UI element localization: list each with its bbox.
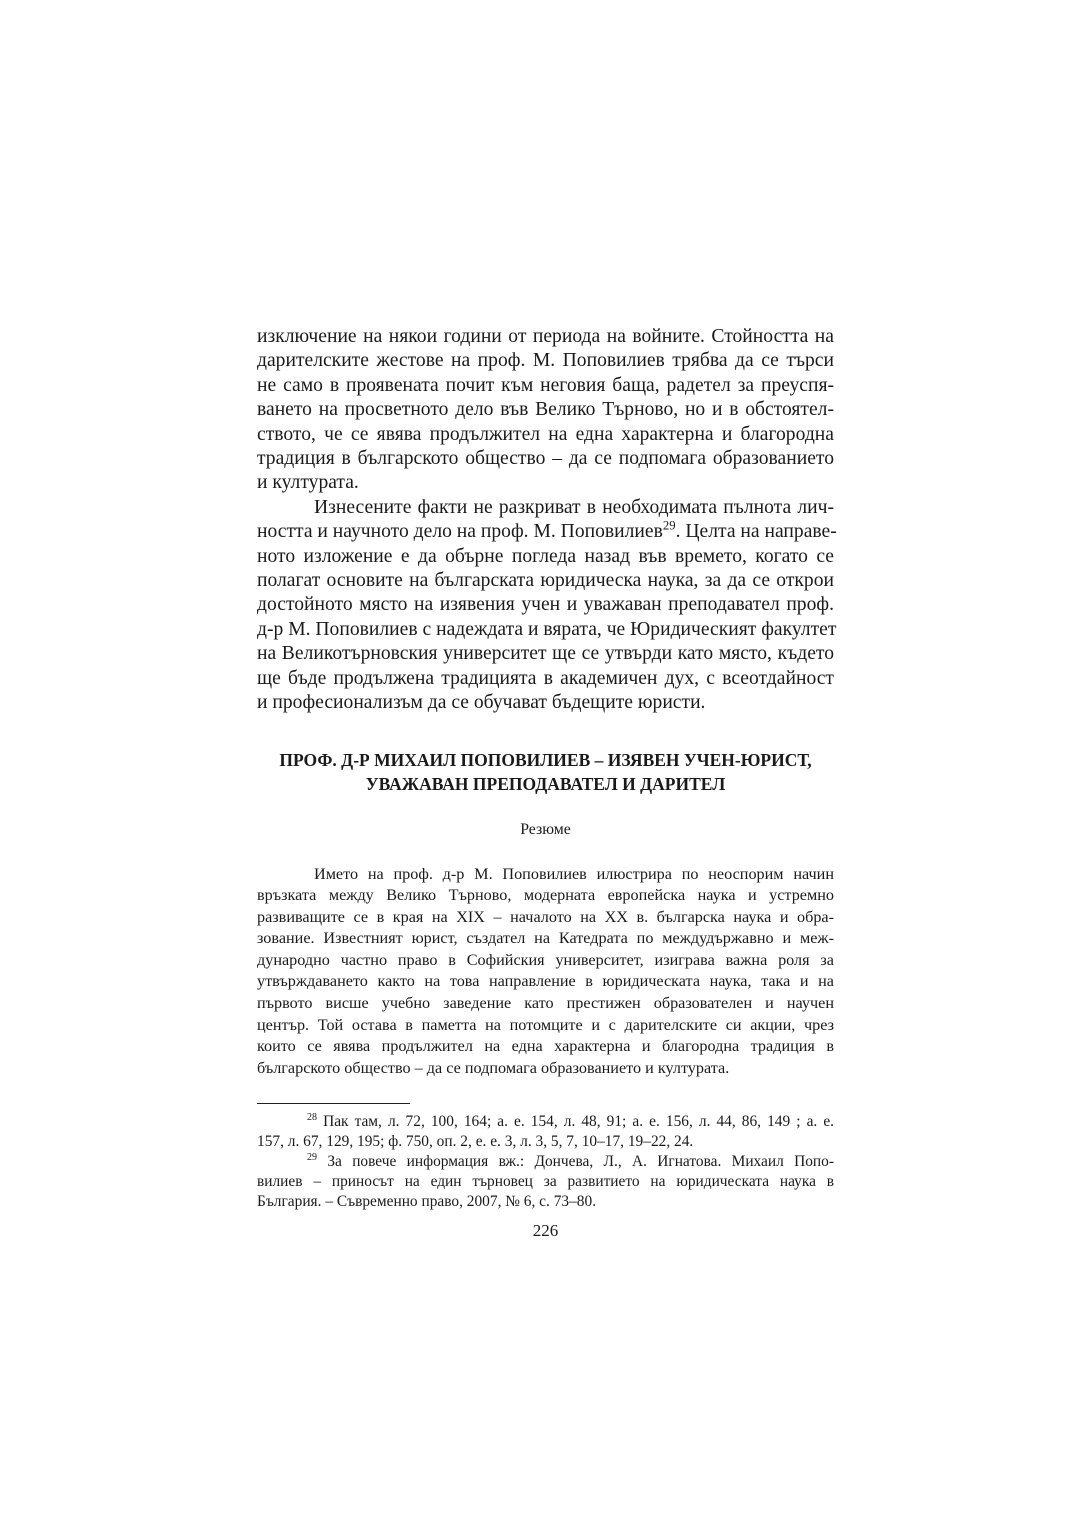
footnote-line: България. – Съвременно право, 2007, № 6, с. 73–80. bbox=[257, 1193, 597, 1211]
footnote-reference-29[interactable]: 29 bbox=[662, 518, 676, 533]
text-line: ството, че се явява продължител на една характерна и благородна bbox=[257, 423, 834, 445]
text-line: дарителските жестове на проф. М. Поповилиев трябва да се търси bbox=[257, 350, 834, 372]
heading-line: УВАЖАВАН ПРЕПОДАВАТЕЛ И ДАРИТЕЛ bbox=[365, 773, 726, 794]
section-heading bbox=[257, 748, 834, 796]
text-line: зование. Известният юрист, създател на Катедрата по междудържавно и меж- bbox=[257, 929, 834, 948]
text-line: и професионализъм да се обучават бъдещите юристи. bbox=[257, 692, 706, 714]
footnote-number: 29 bbox=[307, 1152, 317, 1164]
footnote-28 bbox=[257, 1112, 834, 1132]
text-line: Името на проф. д-р М. Поповилиев илюстрира по неоспорим начин bbox=[314, 864, 834, 883]
footnote-29 bbox=[257, 1152, 834, 1172]
text-line: връзката между Велико Търново, модерната европейска наука и устремно bbox=[257, 886, 834, 905]
body-paragraph-2 bbox=[257, 496, 837, 716]
page-number: 226 bbox=[532, 1221, 559, 1241]
text-line: Изнесените факти не разкриват в необходимата пълнота лич- bbox=[314, 496, 834, 518]
footnote-line: вилиев – приносът на един търновец за развитието на юридическата наука в bbox=[257, 1173, 834, 1191]
text-line: първото висше учебно заведение като престижен образователен и научен bbox=[257, 994, 834, 1013]
text-line: изключение на някои години от периода на войните. Стойността на bbox=[257, 326, 834, 347]
text-line: които се явява продължител на една характерна и благородна традиция в bbox=[257, 1037, 834, 1056]
text-line: не само в проявената почит към неговия баща, радетел за преуспя- bbox=[257, 374, 834, 396]
body-paragraph-1 bbox=[257, 325, 834, 496]
document-page bbox=[257, 320, 837, 1242]
footnote-separator bbox=[257, 1103, 410, 1104]
text-line-with-footnote-ref bbox=[257, 518, 837, 544]
text-line: и културата. bbox=[257, 472, 359, 494]
text-line: развиващите се в края на XIX – началото на XX в. българска наука и обра- bbox=[257, 907, 834, 926]
text-line: ното изложение е да обърне погледа назад във времето, когато се bbox=[257, 545, 834, 567]
footnote-text: Пак там, л. 72, 100, 164; а. е. 154, л. 48, 91; а. е. 156, л. 44, 86, 149 ; а. е. bbox=[323, 1113, 834, 1131]
heading-line: ПРОФ. Д-Р МИХАИЛ ПОПОВИЛИЕВ – ИЗЯВЕН УЧЕН-ЮРИСТ, bbox=[279, 749, 812, 770]
text-line: българското общество – да се подпомага образованието и културата. bbox=[257, 1058, 730, 1077]
text-line: полагат основите на българската юридическа наука, за да се открои bbox=[257, 570, 834, 592]
text-line: център. Той остава в паметта на потомците и с дарителските си акции, чрез bbox=[257, 1015, 834, 1034]
text-line: традиция в българското общество – да се подпомага образованието bbox=[257, 448, 834, 470]
text-line: ще бъде продължена традицията в академичен дух, с всеотдайност bbox=[257, 667, 834, 689]
footnote-number: 28 bbox=[307, 1112, 317, 1124]
text-fragment: ността и научното дело на проф. М. Поповилиев bbox=[257, 521, 663, 543]
text-line: утвърждаването както на това направление в юридическата наука, така и на bbox=[257, 972, 834, 991]
abstract-paragraph bbox=[257, 864, 834, 1080]
abstract-title: Резюме bbox=[520, 820, 571, 838]
footnotes bbox=[257, 1112, 834, 1212]
footnote-text: За повече информация вж.: Дончева, Л., А. Игнатова. Михаил Попо- bbox=[327, 1153, 834, 1171]
text-line: на Великотърновския университет ще се утвърди като място, където bbox=[257, 643, 834, 665]
footnote-line: 157, л. 67, 129, 195; ф. 750, оп. 2, е. е. 3, л. 3, 5, 7, 10–17, 19–22, 24. bbox=[257, 1133, 694, 1151]
text-line: дународно частно право в Софийския университет, изиграва важна роля за bbox=[257, 950, 834, 969]
text-line: достойното място на изявения учен и уважаван преподавател проф. bbox=[257, 594, 834, 616]
text-line: ването на просветното дело във Велико Търново, но и в обстоятел- bbox=[257, 399, 834, 421]
text-line: д-р М. Поповилиев с надеждата и вярата, че Юридическият факултет bbox=[257, 618, 837, 640]
text-fragment: . Целта на направе- bbox=[675, 521, 837, 543]
